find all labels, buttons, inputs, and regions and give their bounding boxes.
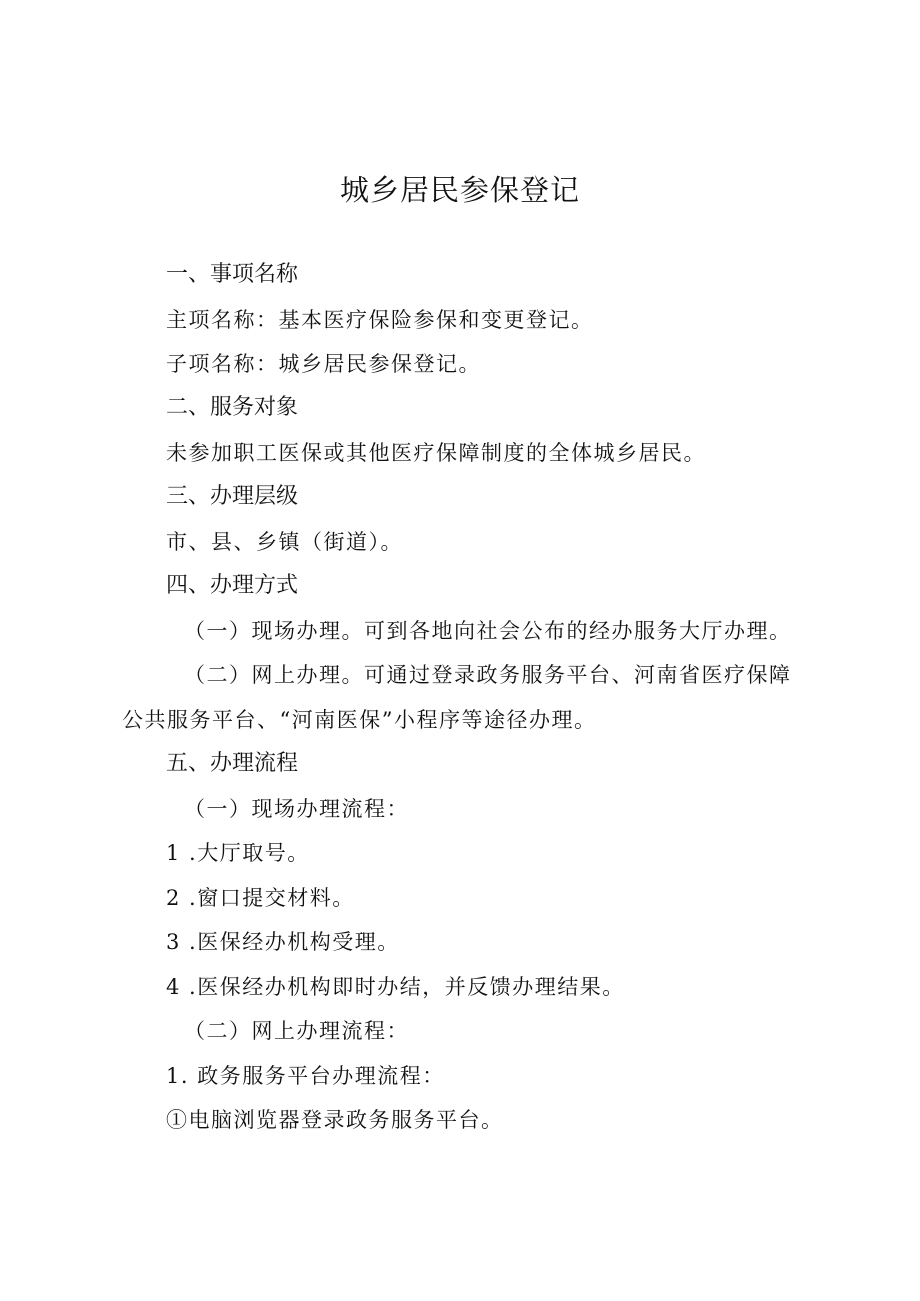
onsite-step-3: 3 .医保经办机构受理。 <box>166 930 400 954</box>
onsite-step-1: 1 .大厅取号。 <box>166 841 310 865</box>
onsite-step-4: 4 .医保经办机构即时办结，并反馈办理结果。 <box>166 975 625 999</box>
sub-item-name: 子项名称：城乡居民参保登记。 <box>166 352 481 376</box>
handling-level-text: 市、县、乡镇（街道）。 <box>166 530 403 554</box>
section-heading-handling-process: 五、办理流程 <box>166 751 299 776</box>
online-process-heading: （二）网上办理流程： <box>184 1019 409 1043</box>
online-platform-process-heading: 1. 政务服务平台办理流程： <box>166 1064 445 1088</box>
online-platform-step-1: ①电脑浏览器登录政务服务平台。 <box>166 1108 504 1132</box>
section-heading-handling-method: 四、办理方式 <box>166 573 299 598</box>
section-heading-handling-level: 三、办理层级 <box>166 484 299 509</box>
section-heading-item-name: 一、事项名称 <box>166 262 299 287</box>
online-handling-text: （二）网上办理。可通过登录政务服务平台、河南省医疗保障 <box>184 663 792 687</box>
document-title: 城乡居民参保登记 <box>339 173 580 207</box>
onsite-process-heading: （一）现场办理流程： <box>184 797 409 821</box>
onsite-handling-text: （一）现场办理。可到各地向社会公布的经办服务大厅办理。 <box>184 619 792 643</box>
service-target-text: 未参加职工医保或其他医疗保障制度的全体城乡居民。 <box>166 441 706 465</box>
main-item-name: 主项名称：基本医疗保险参保和变更登记。 <box>166 308 594 332</box>
onsite-step-2: 2 .窗口提交材料。 <box>166 886 355 910</box>
section-heading-service-target: 二、服务对象 <box>166 395 299 420</box>
online-handling-text-continued: 公共服务平台、“河南医保”小程序等途径办理。 <box>122 708 597 732</box>
